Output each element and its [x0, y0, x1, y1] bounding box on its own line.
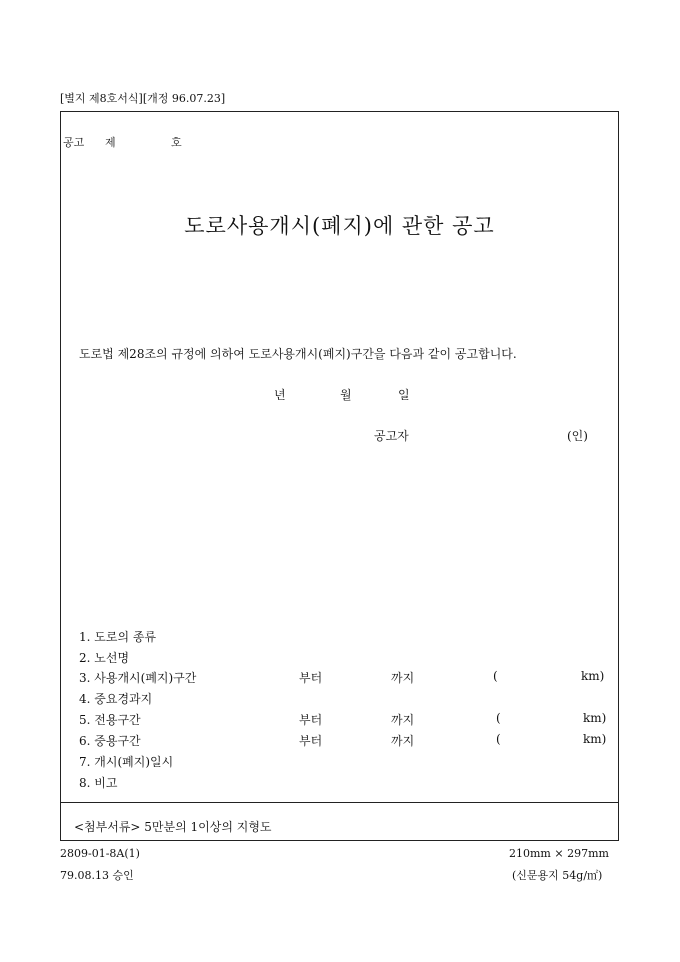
notice-form [60, 111, 619, 841]
item-label-route-name: 2. 노선명 [79, 651, 130, 665]
item-from: 부터 [299, 671, 323, 685]
seal-mark: (인) [567, 429, 588, 443]
item-from: 부터 [299, 734, 323, 748]
notice-number-suffix: 호 [171, 136, 182, 149]
form-code: 2809-01-8A(1) [60, 847, 140, 860]
item-to: 까지 [391, 734, 415, 748]
item-label-remarks: 8. 비고 [79, 776, 118, 790]
form-number-header: [별지 제8호서식][개정 96.07.23] [60, 92, 226, 105]
announcer-label: 공고자 [374, 429, 409, 443]
item-label-waypoints: 4. 중요경과지 [79, 692, 153, 706]
date-year: 년 [274, 388, 286, 402]
attachment-divider [61, 802, 618, 803]
item-label-shared-section: 6. 중용구간 [79, 734, 141, 748]
item-label-road-type: 1. 도로의 종류 [79, 630, 157, 644]
paper-size: 210mm × 297mm [509, 847, 609, 860]
item-paren: ( [496, 711, 501, 725]
item-label-open-section: 3. 사용개시(폐지)구간 [79, 671, 197, 685]
date-month: 월 [340, 388, 352, 402]
date-day: 일 [398, 388, 410, 402]
item-label-open-datetime: 7. 개시(폐지)일시 [79, 755, 174, 769]
item-paren: ( [496, 732, 501, 746]
notice-body-text: 도로법 제28조의 규정에 의하여 도로사용개시(폐지)구간을 다음과 같이 공고합니다. [79, 347, 517, 361]
notice-label: 공고 [63, 136, 85, 149]
paper-type: (신문용지 54g/㎡) [512, 869, 603, 882]
item-unit-km: km) [581, 669, 605, 683]
item-label-exclusive-section: 5. 전용구간 [79, 713, 141, 727]
notice-number-prefix: 제 [105, 136, 116, 149]
approval-date: 79.08.13 승인 [60, 869, 134, 882]
item-paren: ( [493, 669, 498, 683]
item-to: 까지 [391, 713, 415, 727]
attachment-note: <첨부서류> 5만분의 1이상의 지형도 [74, 820, 272, 834]
item-to: 까지 [391, 671, 415, 685]
item-from: 부터 [299, 713, 323, 727]
document-title: 도로사용개시(폐지)에 관한 공고 [184, 214, 495, 238]
item-unit-km: km) [583, 711, 607, 725]
item-unit-km: km) [583, 732, 607, 746]
